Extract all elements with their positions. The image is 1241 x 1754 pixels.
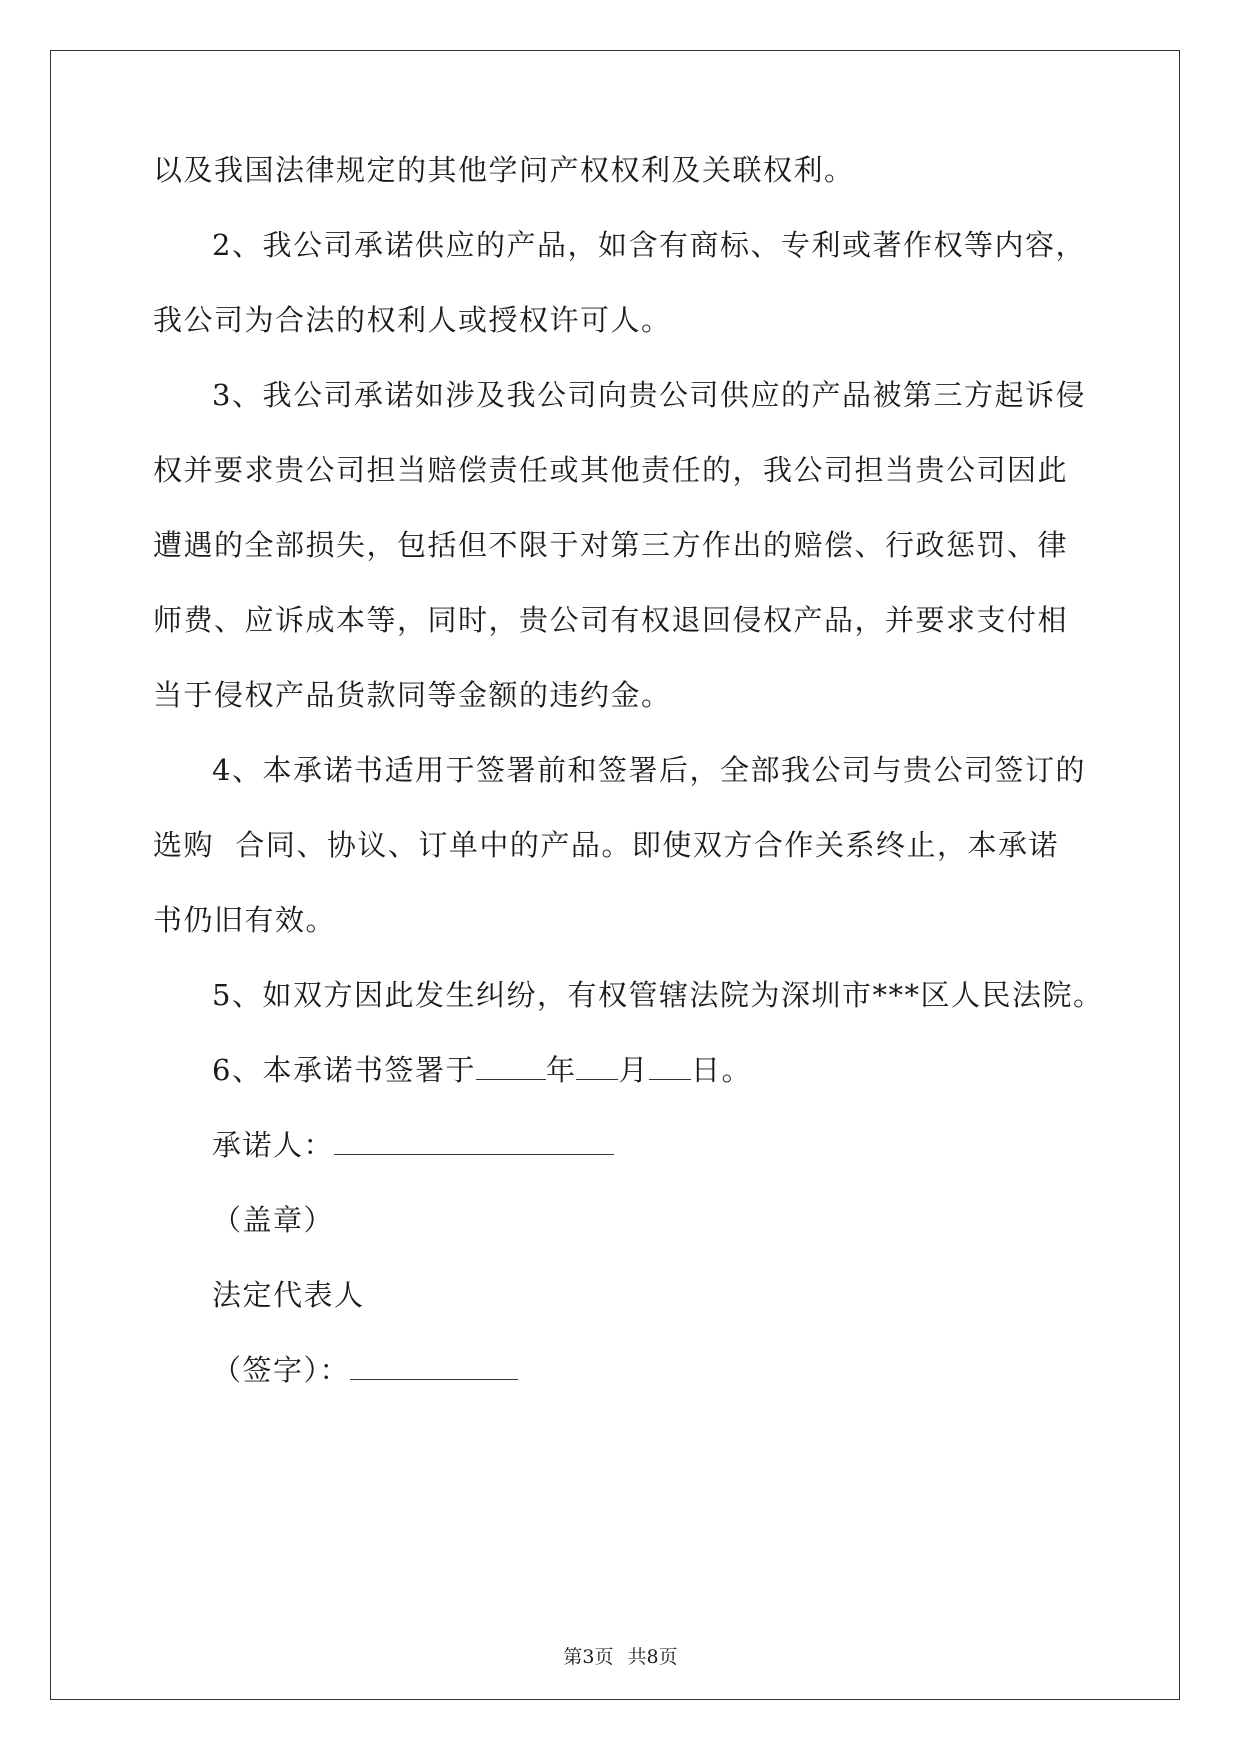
day-blank[interactable]: [649, 1053, 691, 1080]
day-label: 日。: [690, 1053, 752, 1087]
legal-rep-label: 法定代表人: [212, 1278, 365, 1312]
page-border: [50, 50, 1180, 1700]
text-line-8: 当于侵权产品货款同等金额的违约金。: [153, 678, 672, 712]
sign-date-prefix: 6、本承诺书签署于: [212, 1053, 476, 1087]
promisor-blank[interactable]: [334, 1128, 614, 1155]
text-line-11: 书仍旧有效。: [153, 903, 337, 937]
sign-date-line: [212, 1052, 752, 1088]
text-line-6: 遭遇的全部损失，包括但不限于对第三方作出的赔偿、行政惩罚、律: [153, 528, 1069, 562]
text-line-4: 3、我公司承诺如涉及我公司向贵公司供应的产品被第三方起诉侵: [212, 378, 1086, 412]
month-blank[interactable]: [576, 1053, 618, 1080]
page-number: 第3页: [563, 1646, 614, 1668]
year-label: 年: [545, 1053, 577, 1087]
year-blank[interactable]: [476, 1053, 546, 1080]
text-line-1: 以及我国法律规定的其他学问产权权利及关联权利。: [153, 153, 855, 187]
page-total: 共8页: [627, 1646, 678, 1668]
text-line-5: 权并要求贵公司担当赔偿责任或其他责任的，我公司担当贵公司因此: [153, 453, 1069, 487]
signature-blank[interactable]: [350, 1353, 518, 1380]
text-line-9: 4、本承诺书适用于签署前和签署后，全部我公司与贵公司签订的: [212, 753, 1086, 787]
text-line-3: 我公司为合法的权利人或授权许可人。: [153, 303, 672, 337]
page-footer: [0, 1642, 1241, 1669]
promisor-label: 承诺人：: [212, 1128, 335, 1162]
text-line-2: 2、我公司承诺供应的产品，如含有商标、专利或著作权等内容，: [212, 228, 1086, 262]
text-line-10: 选购 合同、协议、订单中的产品。即使双方合作关系终止，本承诺: [153, 828, 1059, 862]
signature-line: [212, 1352, 518, 1388]
month-label: 月: [618, 1053, 649, 1087]
text-line-7: 师费、应诉成本等，同时，贵公司有权退回侵权产品，并要求支付相: [153, 603, 1069, 637]
promisor-line: [212, 1127, 614, 1163]
text-line-12: 5、如双方因此发生纠纷，有权管辖法院为深圳市***区人民法院。: [212, 978, 1104, 1012]
seal-label: （盖章）: [212, 1203, 335, 1237]
signature-label: （签字）：: [212, 1353, 351, 1387]
